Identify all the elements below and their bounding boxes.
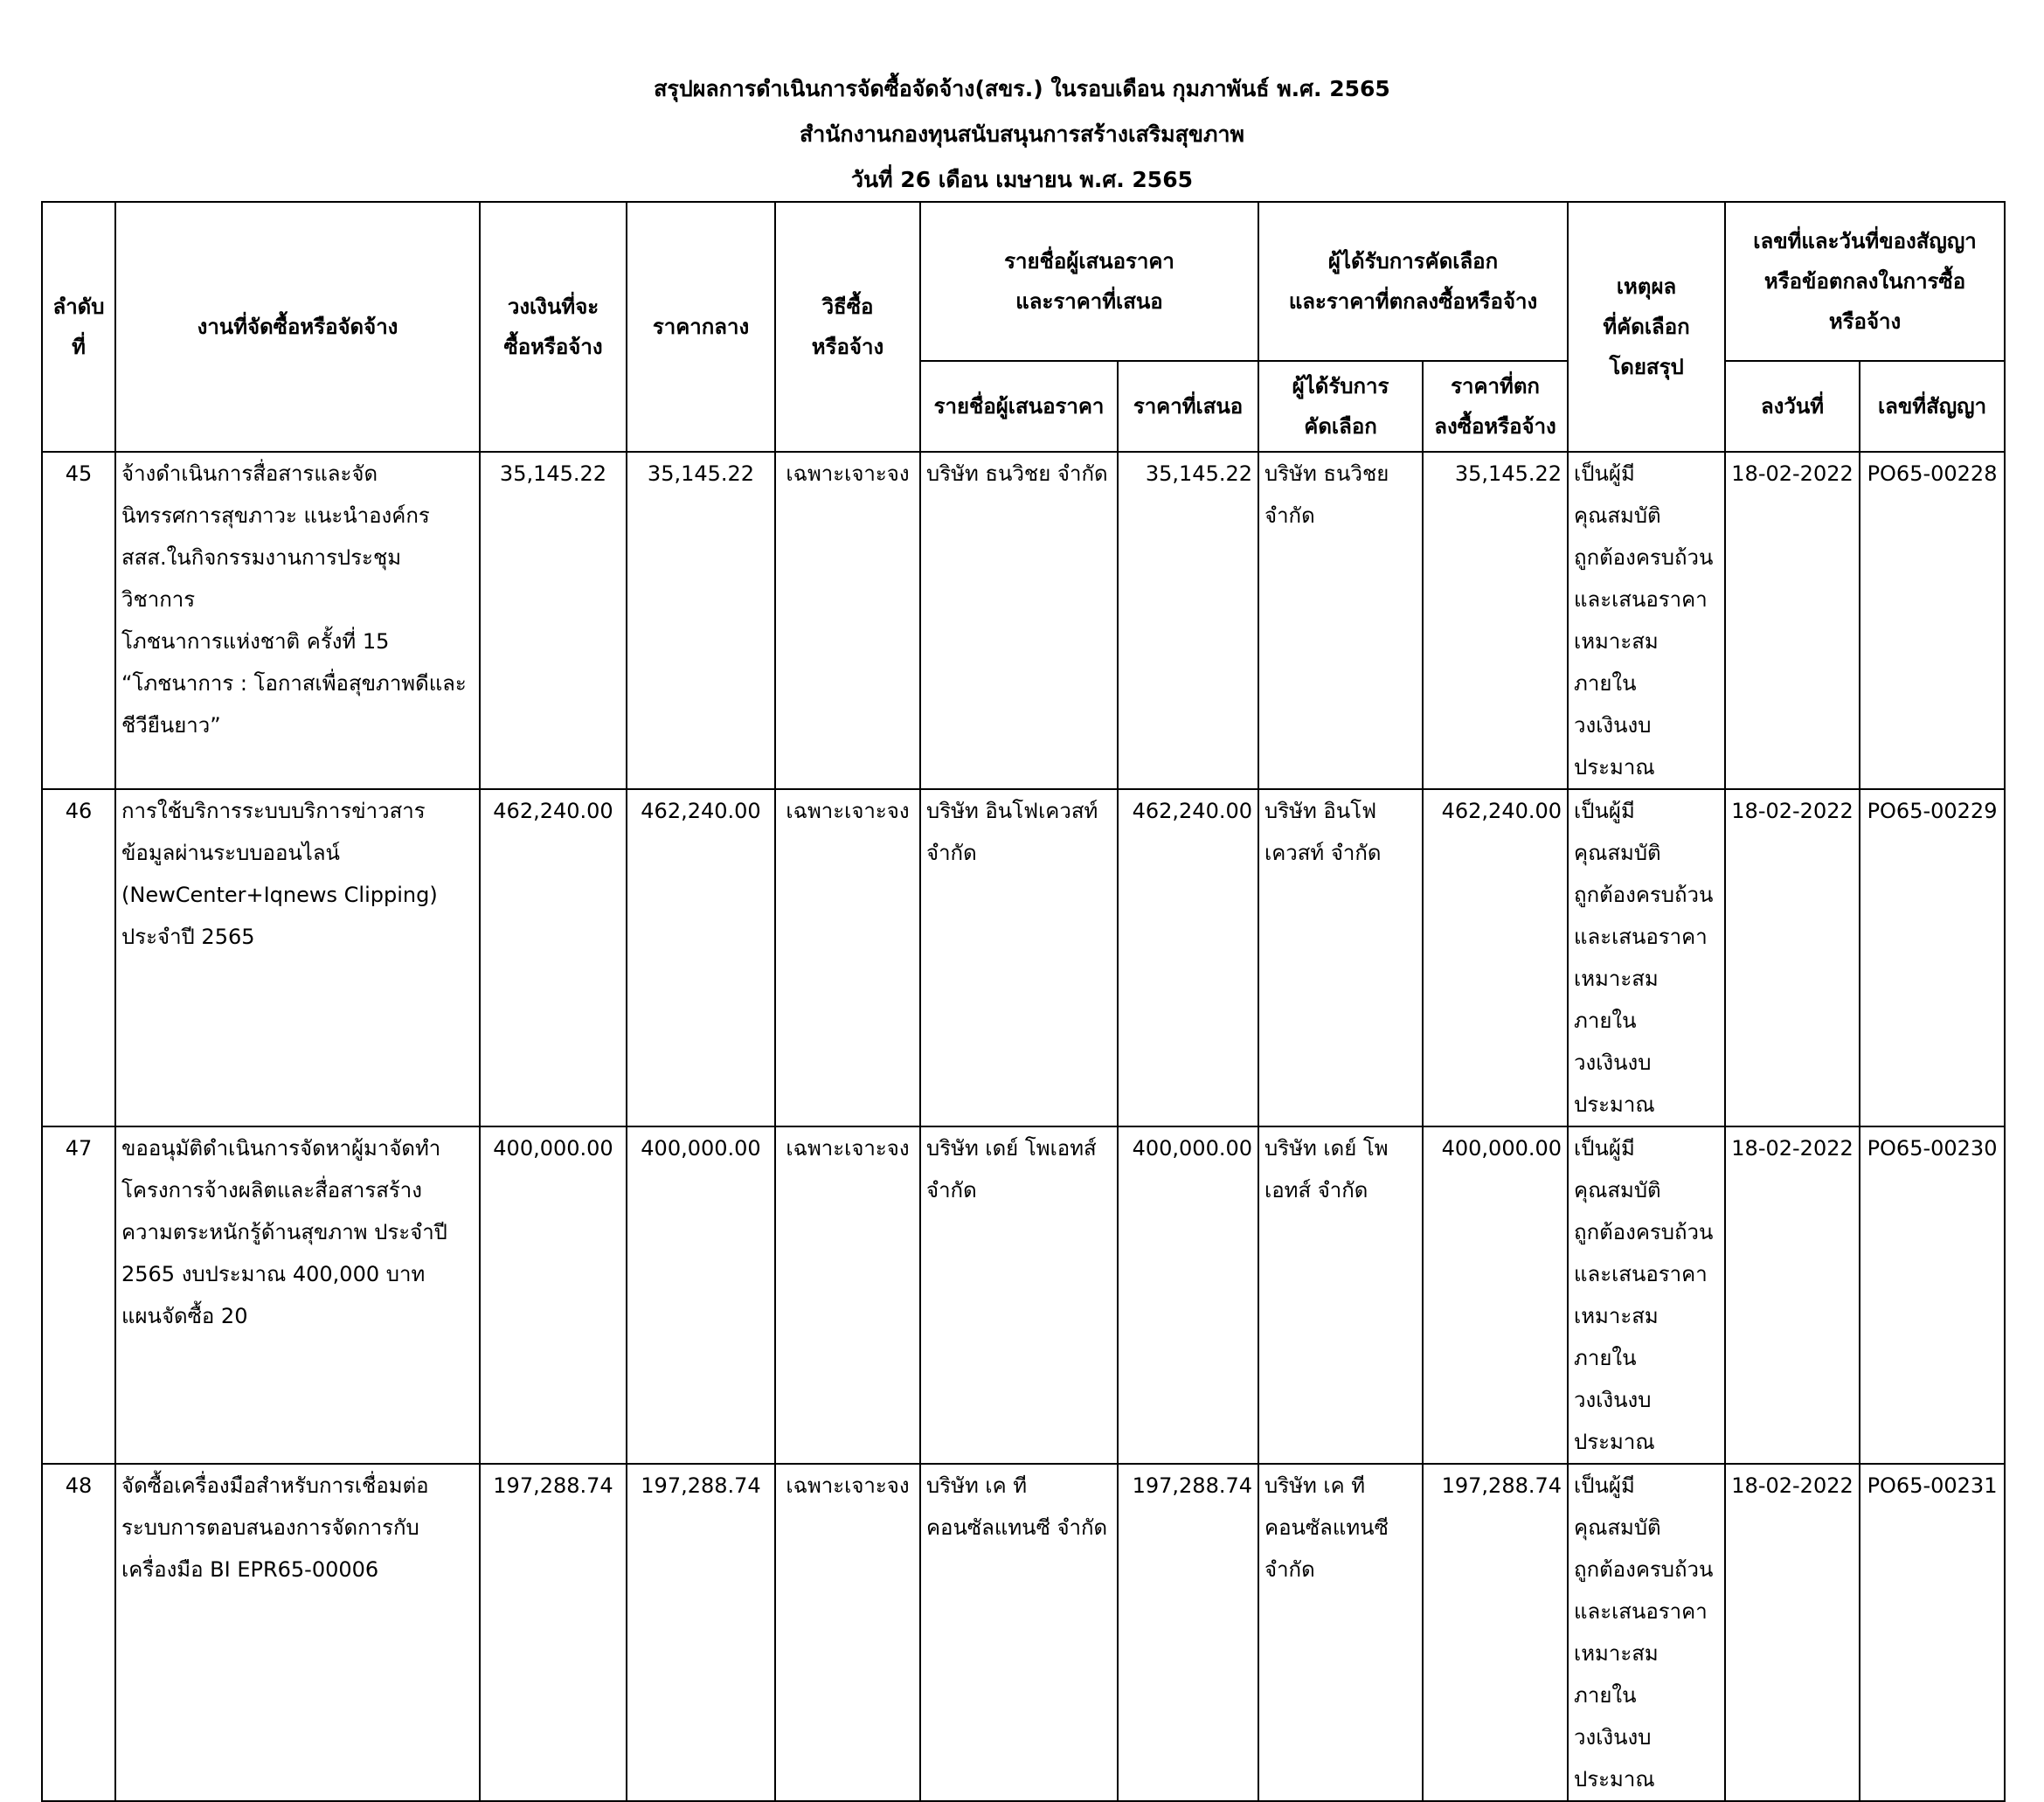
header-contract-no: เลขที่สัญญา bbox=[1860, 361, 2005, 452]
row-no: 45 bbox=[42, 452, 115, 789]
row-contract-no: PO65-00230 bbox=[1860, 1126, 2005, 1464]
row-contract-no: PO65-00229 bbox=[1860, 789, 2005, 1126]
row-bidder: บริษัท อินโฟเควสท์ จำกัด bbox=[920, 789, 1118, 1126]
row-reason: เป็นผู้มีคุณสมบัติ ถูกต้องครบถ้วน และเสนอราคา เหมาะสมภายใน วงเงินงบประมาณ bbox=[1568, 1464, 1725, 1801]
report-date: วันที่ 26 เดือน เมษายน พ.ศ. 2565 bbox=[850, 167, 1193, 192]
header-bidder-name: รายชื่อผู้เสนอราคา bbox=[920, 361, 1118, 452]
row-work: จัดซื้อเครื่องมือสำหรับการเชื่อมต่อ ระบบการตอบสนองการจัดการกับ เครื่องมือ BI EPR65-00006 bbox=[115, 1464, 480, 1801]
row-selected: บริษัท ธนวิชย จำกัด bbox=[1258, 452, 1423, 789]
procurement-table bbox=[41, 201, 2006, 1802]
row-median-price: 400,000.00 bbox=[627, 1126, 775, 1464]
row-bidder: บริษัท เดย์ โพเอทส์ จำกัด bbox=[920, 1126, 1118, 1464]
row-contract-date: 18-02-2022 bbox=[1725, 1464, 1860, 1801]
row-work: ขออนุมัติดำเนินการจัดหาผู้มาจัดทำ โครงการจ้างผลิตและสื่อสารสร้าง ความตระหนักรู้ด้านสุขภาพ ประจำปี 2565 งบประมาณ 400,000 บาท แผนจัดซื้อ 20 bbox=[115, 1126, 480, 1464]
header-selected-group: ผู้ได้รับการคัดเลือก และราคาที่ตกลงซื้อหรือจ้าง bbox=[1258, 202, 1568, 361]
header-method: วิธีซื้อ หรือจ้าง bbox=[775, 202, 920, 452]
row-selected: บริษัท อินโฟ เควสท์ จำกัด bbox=[1258, 789, 1423, 1126]
row-selected: บริษัท เค ที คอนซัลแทนซี จำกัด bbox=[1258, 1464, 1423, 1801]
header-contract-group: เลขที่และวันที่ของสัญญา หรือข้อตกลงในการซื้อ หรือจ้าง bbox=[1725, 202, 2005, 361]
row-contract-date: 18-02-2022 bbox=[1725, 452, 1860, 789]
row-agreed-price: 462,240.00 bbox=[1423, 789, 1568, 1126]
row-budget: 400,000.00 bbox=[480, 1126, 627, 1464]
row-method: เฉพาะเจาะจง bbox=[775, 1126, 920, 1464]
header-reason: เหตุผล ที่คัดเลือก โดยสรุป bbox=[1568, 202, 1725, 452]
header-no: ลำดับ ที่ bbox=[42, 202, 115, 452]
header-contract-date: ลงวันที่ bbox=[1725, 361, 1860, 452]
header-work: งานที่จัดซื้อหรือจัดจ้าง bbox=[115, 202, 480, 452]
row-work: การใช้บริการระบบบริการข่าวสาร ข้อมูลผ่านระบบออนไลน์ (NewCenter+Iqnews Clipping) ประจำปี 2565 bbox=[115, 789, 480, 1126]
row-bidder: บริษัท เค ที คอนซัลแทนซี จำกัด bbox=[920, 1464, 1118, 1801]
organization-name: สำนักงานกองทุนสนับสนุนการสร้างเสริมสุขภาพ bbox=[799, 121, 1245, 147]
header-median-price: ราคากลาง bbox=[627, 202, 775, 452]
table-row bbox=[42, 452, 2005, 789]
header-bid-price: ราคาที่เสนอ bbox=[1118, 361, 1258, 452]
row-budget: 35,145.22 bbox=[480, 452, 627, 789]
row-contract-no: PO65-00228 bbox=[1860, 452, 2005, 789]
row-budget: 462,240.00 bbox=[480, 789, 627, 1126]
row-agreed-price: 400,000.00 bbox=[1423, 1126, 1568, 1464]
row-contract-date: 18-02-2022 bbox=[1725, 1126, 1860, 1464]
row-budget: 197,288.74 bbox=[480, 1464, 627, 1801]
row-method: เฉพาะเจาะจง bbox=[775, 789, 920, 1126]
row-bidder: บริษัท ธนวิชย จำกัด bbox=[920, 452, 1118, 789]
row-reason: เป็นผู้มีคุณสมบัติ ถูกต้องครบถ้วน และเสนอราคา เหมาะสมภายใน วงเงินงบประมาณ bbox=[1568, 452, 1725, 789]
table-row bbox=[42, 1126, 2005, 1464]
row-method: เฉพาะเจาะจง bbox=[775, 1464, 920, 1801]
row-contract-no: PO65-00231 bbox=[1860, 1464, 2005, 1801]
table-row bbox=[42, 1464, 2005, 1801]
row-no: 48 bbox=[42, 1464, 115, 1801]
row-bid-price: 400,000.00 bbox=[1118, 1126, 1258, 1464]
row-bid-price: 35,145.22 bbox=[1118, 452, 1258, 789]
header-agreed-price: ราคาที่ตก ลงซื้อหรือจ้าง bbox=[1423, 361, 1568, 452]
row-no: 46 bbox=[42, 789, 115, 1126]
row-median-price: 35,145.22 bbox=[627, 452, 775, 789]
row-reason: เป็นผู้มีคุณสมบัติ ถูกต้องครบถ้วน และเสนอราคา เหมาะสมภายใน วงเงินงบประมาณ bbox=[1568, 1126, 1725, 1464]
row-median-price: 197,288.74 bbox=[627, 1464, 775, 1801]
row-no: 47 bbox=[42, 1126, 115, 1464]
header-budget: วงเงินที่จะ ซื้อหรือจ้าง bbox=[480, 202, 627, 452]
row-median-price: 462,240.00 bbox=[627, 789, 775, 1126]
table-row bbox=[42, 789, 2005, 1126]
row-bid-price: 462,240.00 bbox=[1118, 789, 1258, 1126]
row-agreed-price: 35,145.22 bbox=[1423, 452, 1568, 789]
row-agreed-price: 197,288.74 bbox=[1423, 1464, 1568, 1801]
header-selected-name: ผู้ได้รับการ คัดเลือก bbox=[1258, 361, 1423, 452]
row-work: จ้างดำเนินการสื่อสารและจัด นิทรรศการสุขภาวะ แนะนำองค์กร สสส.ในกิจกรรมงานการประชุมวิชาการ โภชนาการแห่งชาติ ครั้งที่ 15 “โภชนาการ : โอกาสเพื่อสุขภาพดีและ ชีวียืนยาว” bbox=[115, 452, 480, 789]
report-title: สรุปผลการดำเนินการจัดซื้อจัดจ้าง(สขร.) ในรอบเดือน กุมภาพันธ์ พ.ศ. 2565 bbox=[654, 76, 1390, 101]
row-selected: บริษัท เดย์ โพ เอทส์ จำกัด bbox=[1258, 1126, 1423, 1464]
row-method: เฉพาะเจาะจง bbox=[775, 452, 920, 789]
header-bidders-group: รายชื่อผู้เสนอราคา และราคาที่เสนอ bbox=[920, 202, 1258, 361]
row-reason: เป็นผู้มีคุณสมบัติ ถูกต้องครบถ้วน และเสนอราคา เหมาะสมภายใน วงเงินงบประมาณ bbox=[1568, 789, 1725, 1126]
row-bid-price: 197,288.74 bbox=[1118, 1464, 1258, 1801]
row-contract-date: 18-02-2022 bbox=[1725, 789, 1860, 1126]
